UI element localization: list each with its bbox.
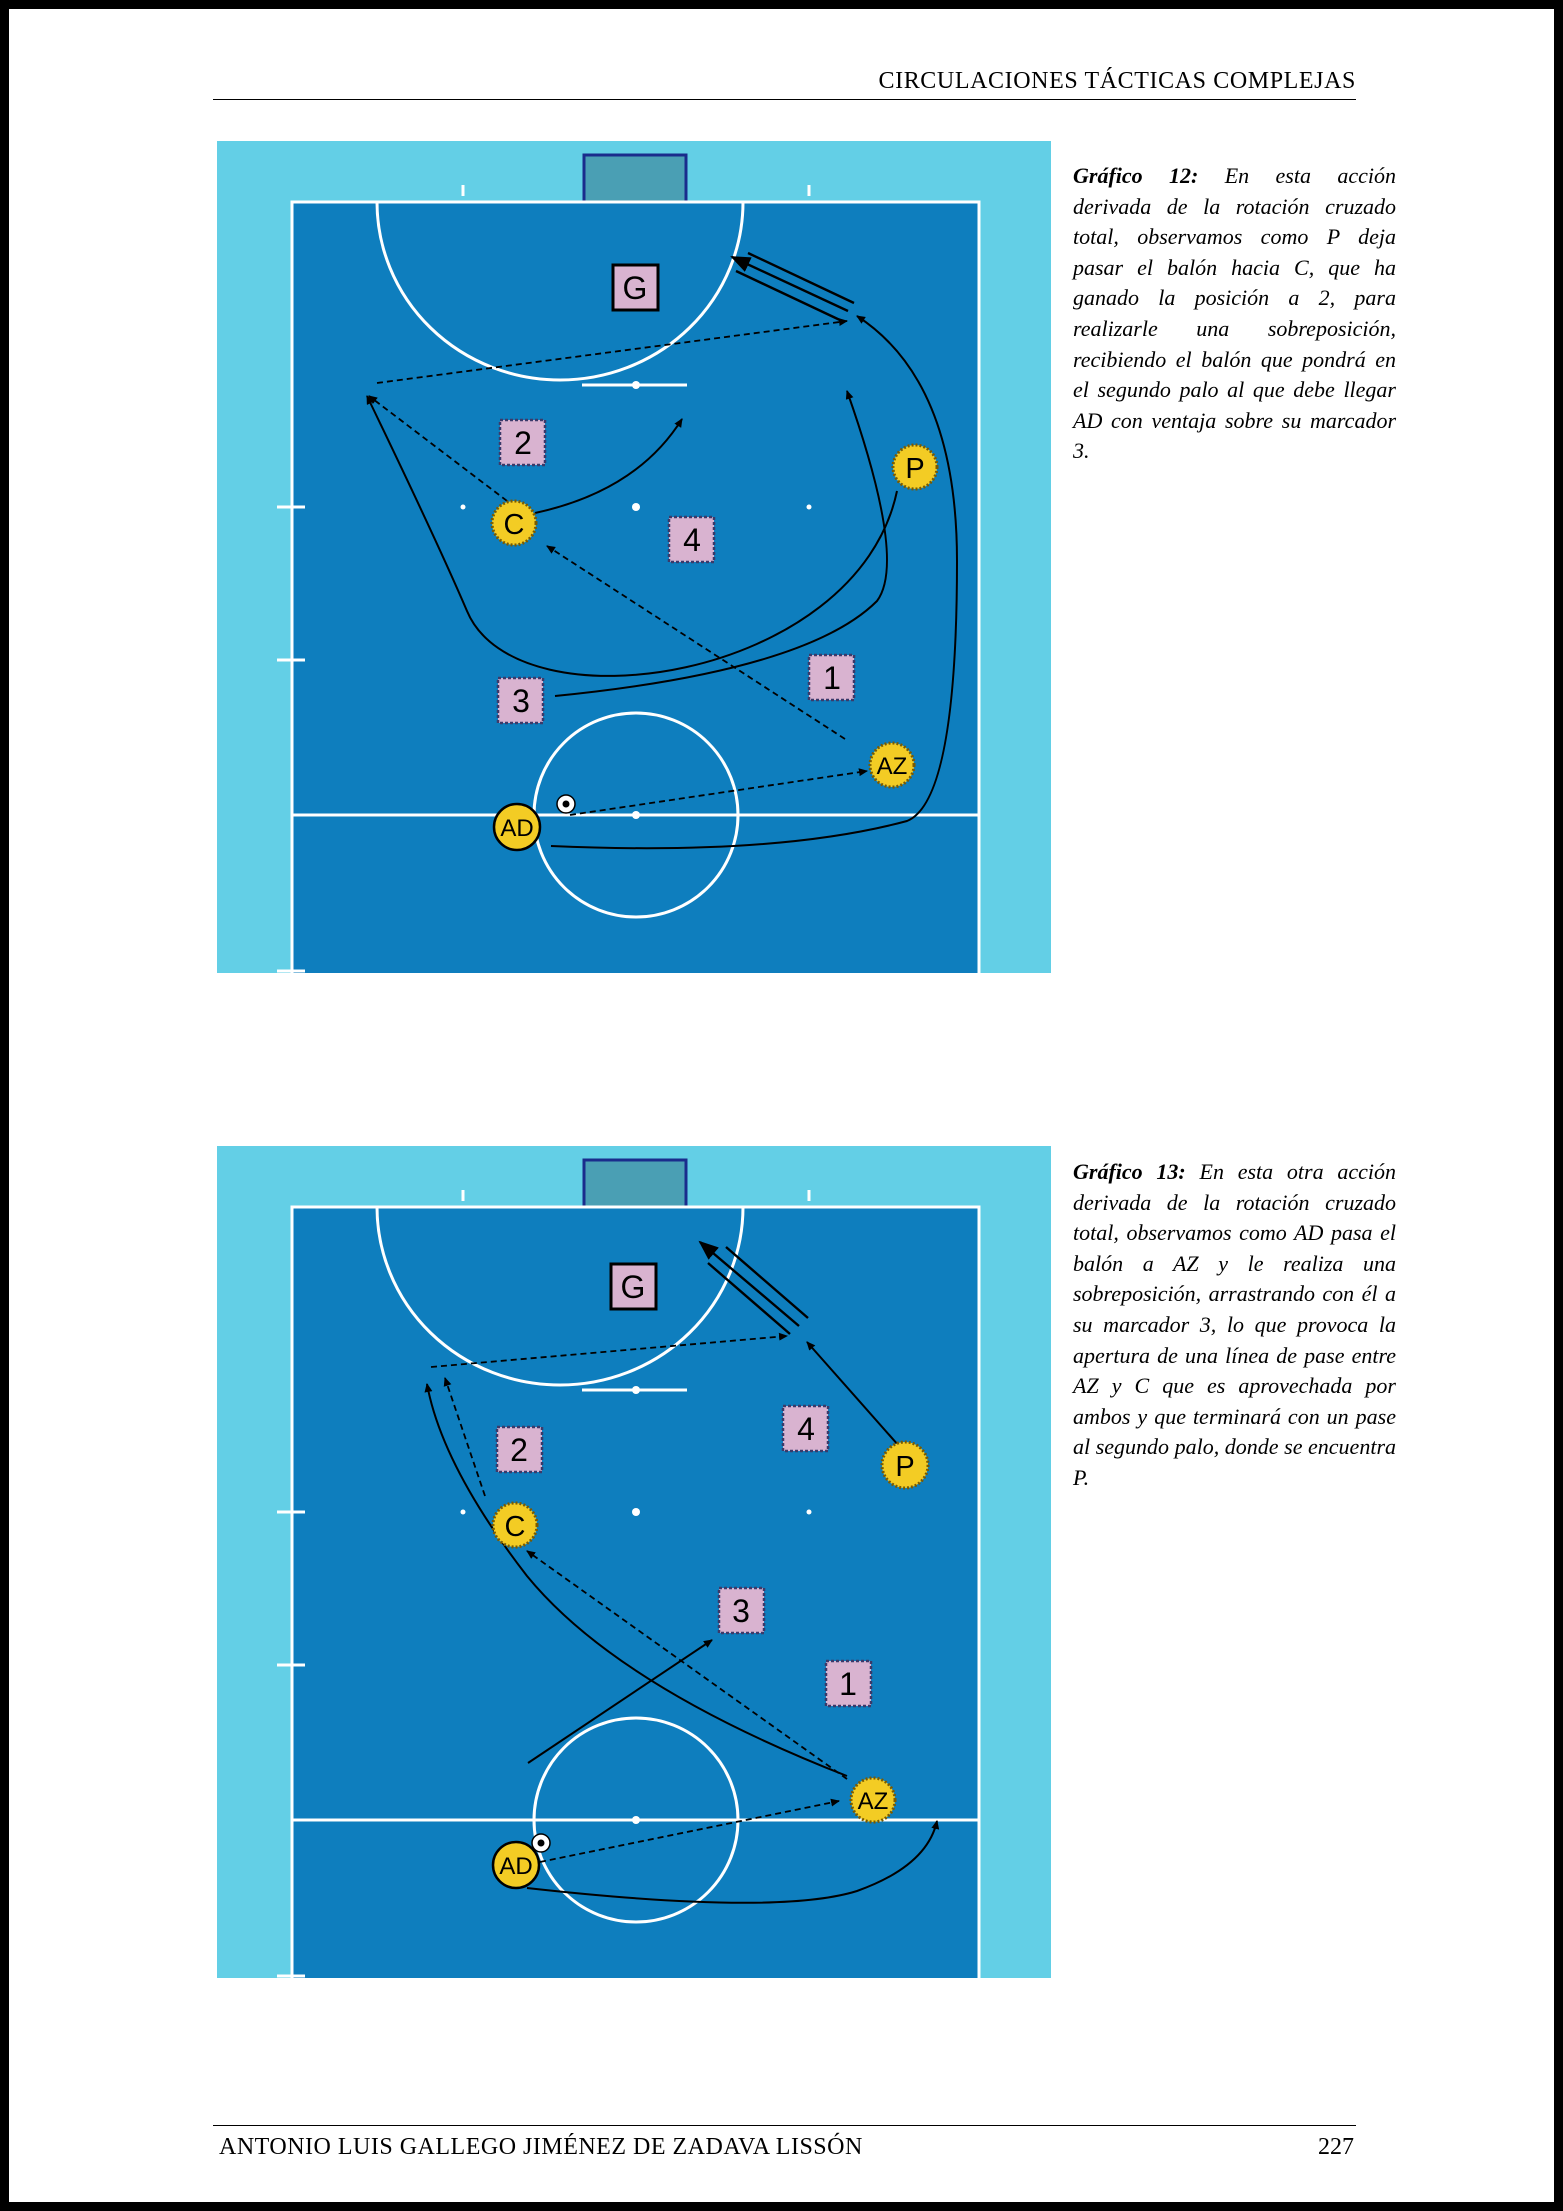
svg-text:1: 1 [823,660,841,696]
soccer-ball-icon [557,795,575,813]
defender-3 [498,678,543,723]
defender-3 [719,1588,764,1633]
defender-2 [500,420,545,465]
defender-1 [809,655,854,700]
caption-text: En esta otra acción derivada de la rotación cruzado total, observamos como AD pasa el balón a AZ y le realiza una sobreposición, arrastrando con él a su marcador 3, lo que provoca la apertura de una línea de pase entre AZ y C que es aprovechada por ambos y que terminará con un pase al segundo palo, donde se encuentra P. [1073,1159,1396,1490]
caption-label: Gráfico 13: [1073,1159,1186,1184]
attacker-C [492,501,536,545]
running-header: CIRCULACIONES TÁCTICAS COMPLEJAS [878,68,1356,94]
svg-text:C: C [504,1511,526,1543]
svg-text:C: C [503,509,525,541]
header-rule [213,99,1356,100]
svg-text:3: 3 [732,1593,750,1629]
tactical-diagram-13 [217,1146,1051,1978]
defender-G [611,1264,656,1309]
svg-text:G: G [620,1269,646,1305]
court-playing-area [292,1207,979,1978]
court-playing-area [292,202,979,973]
svg-text:2: 2 [510,1432,528,1468]
svg-text:G: G [622,270,648,306]
caption-text: En esta acción derivada de la rotación cruzado total, observamos como P deja pasar el balón hacia C, que ha ganado la posición a 2, para realizarle una sobreposición, recibiendo el balón que pondrá en el segundo palo al que debe llegar AD con ventaja sobre su marcador 3. [1073,163,1396,464]
soccer-ball-icon [532,1834,550,1852]
svg-text:1: 1 [839,1666,857,1702]
attacker-C [493,1503,537,1547]
svg-text:AD: AD [500,815,534,842]
caption-figure-12 [1073,161,1396,467]
tactical-diagram-12 [217,141,1051,973]
attacker-AZ [870,743,914,787]
footer-author: ANTONIO LUIS GALLEGO JIMÉNEZ DE ZADAVA LISSÓN [219,2134,863,2160]
defender-1 [826,1661,871,1706]
attacker-AD [494,804,540,850]
svg-text:AZ: AZ [857,1788,889,1815]
svg-text:P: P [895,1451,915,1483]
svg-text:AD: AD [499,1853,533,1880]
svg-text:4: 4 [683,522,701,558]
attacker-P [882,1442,928,1488]
page-number: 227 [1318,2134,1354,2160]
defender-2 [497,1427,542,1472]
svg-text:AZ: AZ [876,753,908,780]
goal [584,155,686,202]
svg-text:3: 3 [512,683,530,719]
svg-text:P: P [905,453,925,485]
footer-rule [213,2125,1356,2126]
defender-4 [783,1406,828,1451]
goal [584,1160,686,1207]
caption-figure-13 [1073,1157,1396,1494]
caption-label: Gráfico 12: [1073,163,1199,188]
defender-G [613,265,658,310]
svg-text:4: 4 [797,1411,815,1447]
attacker-P [893,445,937,489]
attacker-AD [493,1842,539,1888]
futsal-court [217,1146,1051,1978]
attacker-AZ [851,1778,895,1822]
svg-text:2: 2 [514,425,532,461]
defender-4 [669,517,714,562]
futsal-court [217,141,1051,973]
